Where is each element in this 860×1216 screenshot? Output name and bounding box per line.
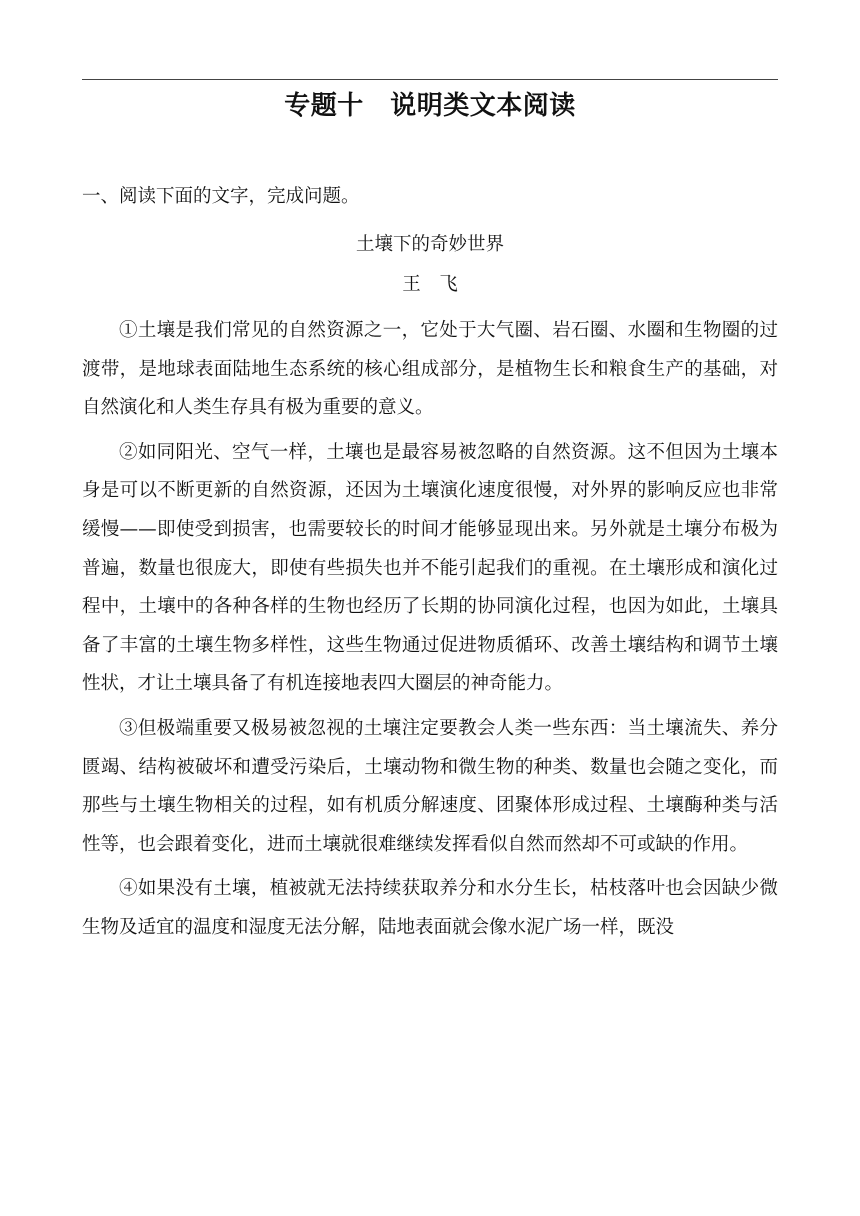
paragraph-2: ②如同阳光、空气一样，土壤也是最容易被忽略的自然资源。这不但因为土壤本身是可以不断更新的自然资源，还因为土壤演化速度很慢，对外界的影响反应也非常缓慢——即使受到损害，也需要较长的时间才能够显现出来。另外就是土壤分布极为普遍，数量也很庞大，即使有些损失也并不能引起我们的重视。在土壤形成和演化过程中，土壤中的各种各样的生物也经历了长期的协同演化过程，也因为如此，土壤具备了丰富的土壤生物多样性，这些生物通过促进物质循环、改善土壤结构和调节土壤性状，才让土壤具备了有机连接地表四大圈层的神奇能力。 xyxy=(82,441,778,695)
paragraph-1: ①土壤是我们常见的自然资源之一，它处于大气圈、岩石圈、水圈和生物圈的过渡带，是地球表面陆地生态系统的核心组成部分，是植物生长和粮食生产的基础，对自然演化和人类生存具有极为重要的意义。 xyxy=(82,320,778,419)
question-intro: 一、阅读下面的文字，完成问题。 xyxy=(82,186,360,207)
page-title: 专题十 说明类文本阅读 xyxy=(284,91,576,121)
paragraph-4: ④如果没有土壤，植被就无法持续获取养分和水分生长，枯枝落叶也会因缺少微生物及适宜的温度和湿度无法分解，陆地表面就会像水泥广场一样，既没 xyxy=(82,878,778,938)
article-title: 土壤下的奇妙世界 xyxy=(355,234,504,255)
header-rule xyxy=(82,79,778,80)
article-body xyxy=(82,312,778,954)
article-author: 王 飞 xyxy=(402,274,458,295)
paragraph-3: ③但极端重要又极易被忽视的土壤注定要教会人类一些东西：当土壤流失、养分匮竭、结构被破坏和遭受污染后，土壤动物和微生物的种类、数量也会随之变化，而那些与土壤生物相关的过程，如有机质分解速度、团聚体形成过程、土壤酶种类与活性等，也会跟着变化，进而土壤就很难继续发挥看似自然而然却不可或缺的作用。 xyxy=(82,717,778,855)
